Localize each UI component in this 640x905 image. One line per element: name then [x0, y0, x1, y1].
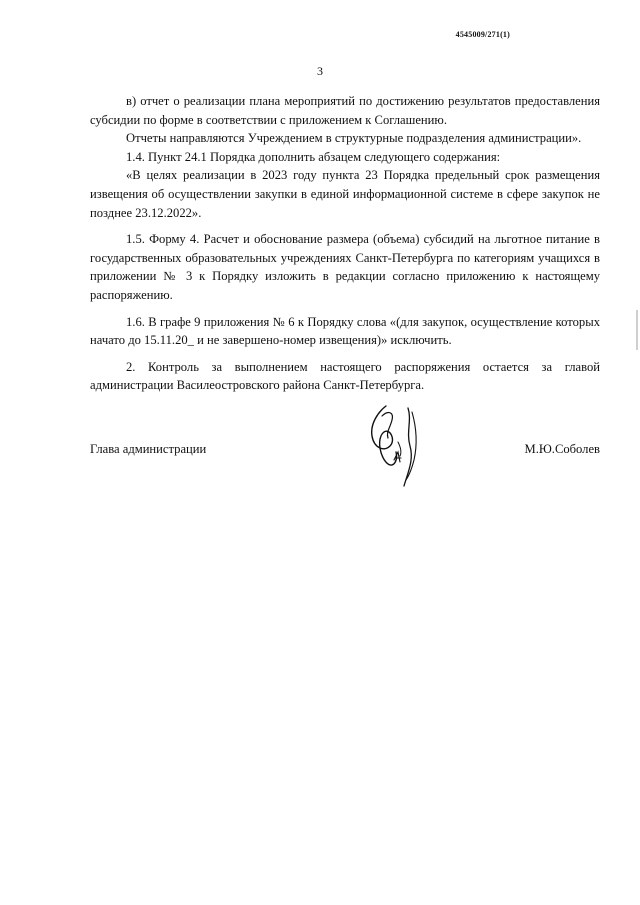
document-body	[90, 92, 600, 395]
handwritten-signature	[360, 402, 430, 488]
paragraph-item-1-5: 1.5. Форму 4. Расчет и обоснование размера (объема) субсидий на льготное питание в государственных образовательных учреждениях Санкт-Петербурга по категориям учащихся в приложении № 3 к Порядку изложить в редакции согласно приложению к настоящему распоряжению.	[90, 232, 600, 302]
paragraph-item-2: 2. Контроль за выполнением настоящего распоряжения остается за главой администрации Василеостровского района Санкт-Петербурга.	[90, 359, 600, 393]
paragraph-report-item: в) отчет о реализации плана мероприятий по достижению результатов предоставления субсидии по форме в соответствии с приложением к Соглашению.	[90, 94, 600, 127]
signer-name: М.Ю.Соболев	[524, 442, 600, 456]
scan-edge-artifact	[636, 310, 638, 350]
paragraph-item-1-6: 1.6. В графе 9 приложения № 6 к Порядку слова «(для закупок, осуществление которых начато до 15.11.20_ и не завершено-номер извещения)» исключить.	[90, 314, 600, 348]
document-id: 4545009/271(1)	[455, 30, 510, 39]
signature-block	[90, 436, 600, 516]
paragraph-reports-sent: Отчеты направляются Учреждением в структурные подразделения администрации».	[126, 131, 582, 146]
page-number: 3	[317, 64, 323, 78]
signer-title: Глава администрации	[90, 442, 207, 456]
paragraph-quote-deadline: «В целях реализации в 2023 году пункта 23 Порядка предельный срок размещения извещения об осуществлении закупки в единой информационной системе в сфере закупок не позднее 23.12.2022».	[90, 168, 600, 220]
paragraph-item-1-4: 1.4. Пункт 24.1 Порядка дополнить абзацем следующего содержания:	[126, 149, 501, 164]
